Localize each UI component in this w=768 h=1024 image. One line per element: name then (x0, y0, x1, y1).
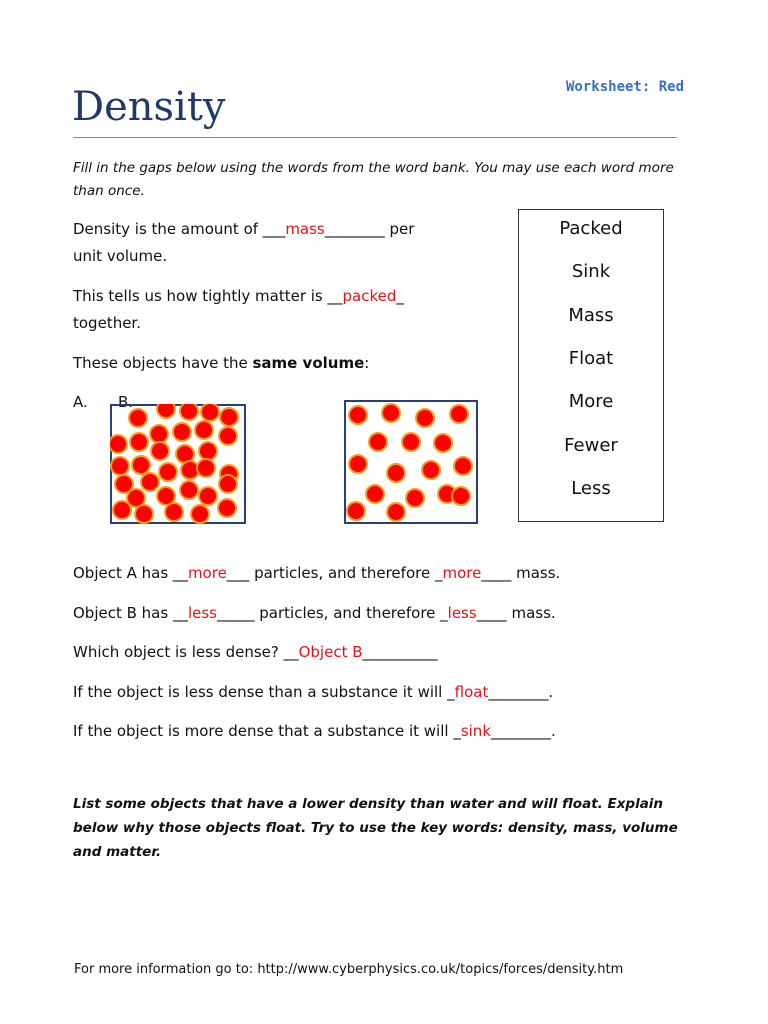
worksheet-label: Worksheet: Red (566, 79, 685, 95)
particle (157, 404, 175, 418)
page-title: Density (72, 84, 226, 130)
question-text: ________ per (324, 220, 415, 238)
particle (219, 427, 237, 445)
answer-mass: mass (285, 220, 325, 238)
sentence-text: Object A has __ (73, 564, 188, 582)
object-b-box (344, 400, 478, 524)
word-bank-item: Mass (568, 305, 614, 326)
word-bank-item: Fewer (564, 435, 618, 456)
particle (369, 433, 387, 451)
word-bank-item: Float (568, 348, 614, 369)
particle (349, 406, 367, 424)
sink-question (73, 721, 556, 741)
particle (422, 461, 440, 479)
question-packed (73, 286, 404, 306)
sentence-text: ____ mass. (481, 564, 561, 582)
word-bank-item: Packed (559, 218, 623, 239)
particle (199, 442, 217, 460)
particle (197, 459, 215, 477)
answer-less-particles: less (187, 604, 217, 622)
statement-text: : (364, 354, 370, 372)
particle (434, 434, 452, 452)
particle (220, 408, 238, 426)
particle (180, 404, 198, 420)
answer-more-mass: more (442, 564, 482, 582)
particle (387, 464, 405, 482)
particle (218, 499, 236, 517)
particle (173, 423, 191, 441)
question-text: ________. (488, 683, 554, 701)
particle (199, 487, 217, 505)
question-density-line2: unit volume. (73, 247, 168, 265)
answer-less-mass: less (447, 604, 477, 622)
particle (191, 505, 209, 523)
particle (110, 435, 127, 453)
word-bank-item: Less (571, 478, 611, 499)
particle (416, 409, 434, 427)
object-a-particles (110, 404, 246, 524)
particle (150, 425, 168, 443)
particle (180, 481, 198, 499)
particle (387, 503, 405, 521)
particle (111, 457, 129, 475)
sentence-text: Object B has __ (73, 604, 188, 622)
sentence-text: _____ particles, and therefore _ (217, 604, 448, 622)
object-b-particles (344, 400, 478, 524)
particle (113, 501, 131, 519)
footer-link-text: For more information go to: http://www.cyberphysics.co.uk/topics/forces/density.htm (74, 962, 624, 977)
particle (454, 457, 472, 475)
question-text: __________ (362, 643, 438, 661)
particle (132, 456, 150, 474)
title-divider (73, 137, 677, 138)
word-bank-item: Sink (571, 261, 611, 282)
object-b-sentence (73, 603, 556, 623)
question-text: Which object is less dense? __ (73, 643, 299, 661)
particle (452, 487, 470, 505)
word-bank-item: More (568, 391, 614, 412)
word-bank (518, 209, 664, 522)
sentence-text: ___ particles, and therefore _ (226, 564, 443, 582)
particle (347, 502, 365, 520)
task-instructions: List some objects that have a lower density than water and will float. Explain below why those objects float. Try to use the key words: density, mass, volume and matter. (73, 796, 678, 860)
particle (130, 433, 148, 451)
particle (219, 475, 237, 493)
question-text: Density is the amount of ___ (73, 220, 286, 238)
question-packed-line2: together. (73, 314, 141, 332)
same-volume-statement (73, 353, 369, 373)
object-a-sentence (73, 563, 560, 583)
answer-float: float (454, 683, 489, 701)
particle (141, 473, 159, 491)
question-text: If the object is less dense than a substance it will _ (73, 683, 455, 701)
less-dense-question (73, 642, 438, 662)
particle (151, 442, 169, 460)
particle (382, 404, 400, 422)
particle (450, 405, 468, 423)
answer-packed: packed (342, 287, 397, 305)
question-text: This tells us how tightly matter is __ (73, 287, 343, 305)
answer-object-b: Object B (298, 643, 363, 661)
particle (366, 485, 384, 503)
particle (402, 433, 420, 451)
same-volume-emphasis: same volume (252, 354, 365, 372)
answer-sink: sink (460, 722, 492, 740)
answer-more-particles: more (187, 564, 227, 582)
particle (129, 409, 147, 427)
particle (135, 505, 153, 523)
question-text: If the object is more dense that a substance it will _ (73, 722, 461, 740)
object-a-box (110, 404, 246, 524)
question-text: ________. (491, 722, 556, 740)
question-text: _ (396, 287, 404, 305)
particle (165, 503, 183, 521)
particle (159, 463, 177, 481)
question-density-definition (73, 219, 414, 239)
label-object-a: A. (73, 393, 88, 411)
statement-text: These objects have the (73, 354, 253, 372)
particle (195, 421, 213, 439)
sentence-text: ____ mass. (476, 604, 556, 622)
particle (406, 489, 424, 507)
label-object-b: B. (118, 393, 134, 411)
instructions: Fill in the gaps below using the words from the word bank. You may use each word more than once. (73, 160, 674, 199)
particle (349, 455, 367, 473)
particle (201, 404, 219, 421)
float-question (73, 682, 553, 702)
